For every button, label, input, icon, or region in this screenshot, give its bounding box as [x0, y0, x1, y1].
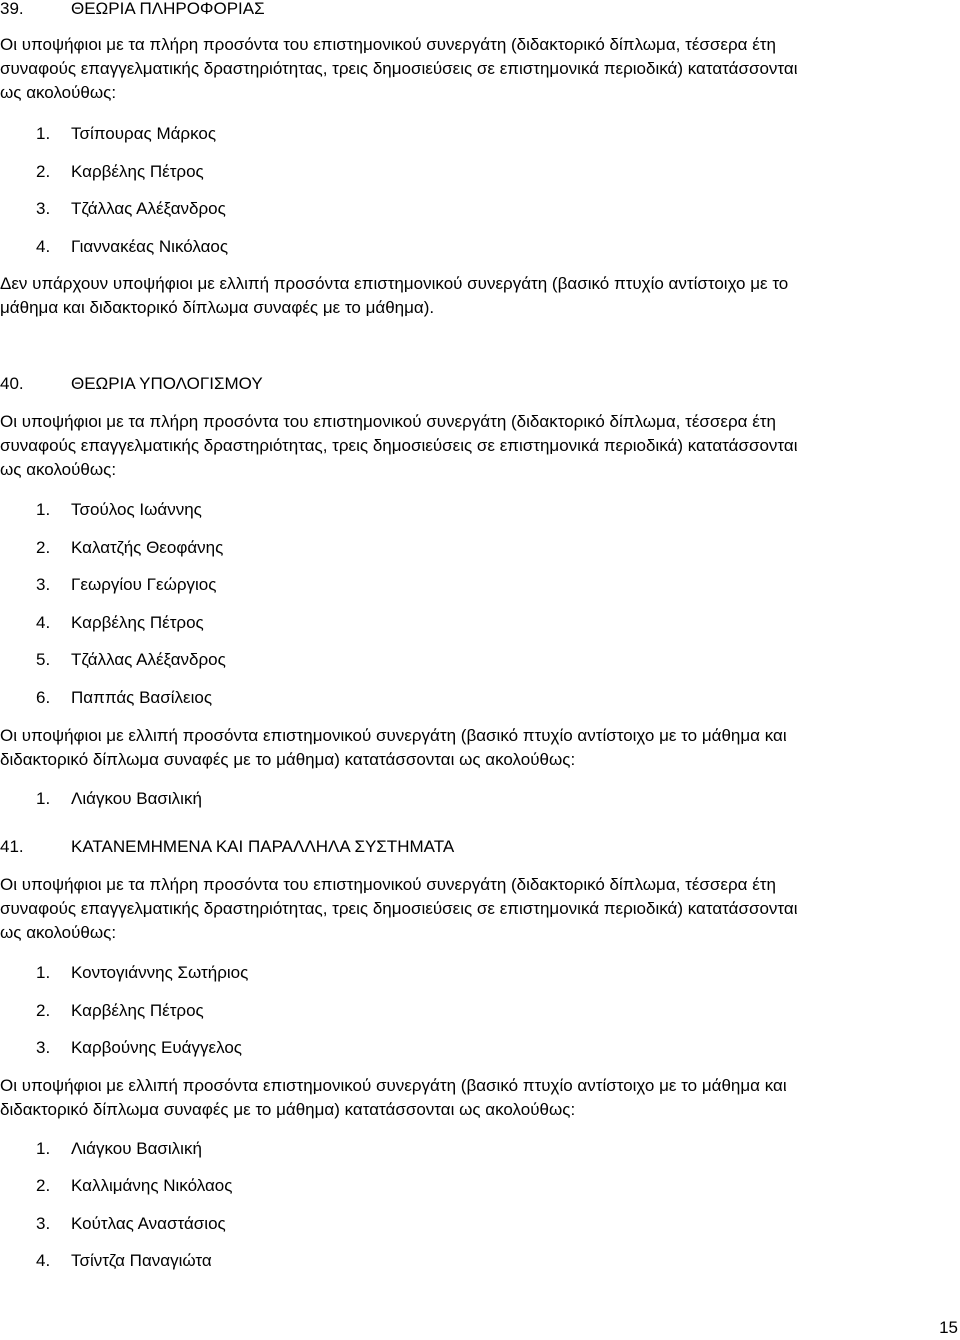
list-item: 1. Τσούλος Ιωάννης — [36, 500, 202, 519]
candidate-name: Τσίντζα Παναγιώτα — [71, 1251, 212, 1271]
section-heading — [0, 0, 265, 21]
intro-line: Οι υποψήφιοι με τα πλήρη προσόντα του επιστημονικού συνεργάτη (διδακτορικό δίπλωμα, τέσσερα έτη — [0, 875, 776, 894]
section-title: ΘΕΩΡΙΑ ΥΠΟΛΟΓΙΣΜΟΥ — [71, 374, 263, 393]
candidate-name: Καλλιμάνης Νικόλαος — [71, 1176, 233, 1196]
intro-line: ως ακολούθως: — [0, 83, 117, 102]
full-qualifications-intro — [0, 33, 958, 105]
full-qualifications-intro — [0, 410, 958, 482]
full-candidate-list — [36, 961, 248, 1074]
list-item: 3. Κούτλας Αναστάσιος — [36, 1213, 226, 1233]
candidate-name: Τσίπουρας Μάρκος — [71, 124, 217, 143]
intro-line: ως ακολούθως: — [0, 460, 117, 479]
page-number: 15 — [939, 1318, 958, 1337]
intro-line: συναφούς επαγγελματικής δραστηριότητας, τρεις δημοσιεύσεις σε επιστημονικά περιοδικά) κατατάσσονται — [0, 59, 798, 78]
list-item: 3. Γεωργίου Γεώργιος — [36, 575, 217, 594]
list-item: 4. Γιαννακέας Νικόλαος — [36, 236, 229, 256]
list-item: 1. Λιάγκου Βασιλική — [36, 1139, 202, 1158]
list-item: 4. Καρβέλης Πέτρος — [36, 612, 204, 632]
list-item: 1. Κοντογιάννης Σωτήριος — [36, 963, 249, 982]
intro-line: Οι υποψήφιοι με ελλιπή προσόντα επιστημονικού συνεργάτη (βασικό πτυχίο αντίστοιχο με το μάθημα και — [0, 1076, 787, 1095]
candidate-name: Καλατζής Θεοφάνης — [71, 537, 224, 557]
intro-line: Οι υποψήφιοι με ελλιπή προσόντα επιστημονικού συνεργάτη (βασικό πτυχίο αντίστοιχο με το μάθημα και — [0, 726, 787, 745]
section-number: 41. — [0, 837, 24, 856]
candidate-name: Λιάγκου Βασιλική — [71, 1139, 202, 1158]
list-item: 4. Τσίντζα Παναγιώτα — [36, 1251, 212, 1271]
candidate-name: Καρβέλης Πέτρος — [71, 1000, 204, 1020]
list-item: 1. Τσίπουρας Μάρκος — [36, 124, 217, 143]
intro-line: Οι υποψήφιοι με τα πλήρη προσόντα του επιστημονικού συνεργάτη (διδακτορικό δίπλωμα, τέσσερα έτη — [0, 412, 776, 431]
candidate-name: Γεωργίου Γεώργιος — [71, 575, 217, 594]
partial-qualifications-intro — [0, 272, 958, 320]
candidate-name: Καρβέλης Πέτρος — [71, 161, 204, 181]
list-item: 5. Τζάλλας Αλέξανδρος — [36, 650, 226, 669]
full-qualifications-intro — [0, 873, 958, 945]
section-title: ΘΕΩΡΙΑ ΠΛΗΡΟΦΟΡΙΑΣ — [71, 0, 265, 18]
intro-line: μάθημα και διδακτορικό δίπλωμα συναφές με το μάθημα). — [0, 298, 435, 317]
list-item: 3. Τζάλλας Αλέξανδρος — [36, 199, 226, 218]
list-item: 2. Καλατζής Θεοφάνης — [36, 537, 224, 557]
candidate-name: Γιαννακέας Νικόλαος — [71, 236, 229, 256]
candidate-name: Παππάς Βασίλειος — [71, 687, 213, 707]
section-title: ΚΑΤΑΝΕΜΗΜΕΝΑ ΚΑΙ ΠΑΡΑΛΛΗΛΑ ΣΥΣΤΗΜΑΤΑ — [71, 837, 455, 856]
intro-line: Δεν υπάρχουν υποψήφιοι με ελλιπή προσόντα επιστημονικού συνεργάτη (βασικό πτυχίο αντίστοιχο με το — [0, 274, 789, 293]
full-candidate-list — [36, 498, 226, 723]
list-item: 6. Παππάς Βασίλειος — [36, 687, 213, 707]
section-heading — [0, 372, 263, 396]
full-candidate-list — [36, 122, 228, 272]
candidate-name: Τζάλλας Αλέξανδρος — [71, 650, 226, 669]
partial-qualifications-intro — [0, 1074, 958, 1122]
list-item: 3. Καρβούνης Ευάγγελος — [36, 1038, 242, 1057]
intro-line: συναφούς επαγγελματικής δραστηριότητας, τρεις δημοσιεύσεις σε επιστημονικά περιοδικά) κατατάσσονται — [0, 436, 798, 455]
candidate-name: Κοντογιάννης Σωτήριος — [71, 963, 249, 982]
intro-line: Οι υποψήφιοι με τα πλήρη προσόντα του επιστημονικού συνεργάτη (διδακτορικό δίπλωμα, τέσσερα έτη — [0, 35, 776, 54]
list-item: 2. Καρβέλης Πέτρος — [36, 1000, 204, 1020]
intro-line: διδακτορικό δίπλωμα συναφές με το μάθημα) κατατάσσονται ως ακολούθως: — [0, 750, 576, 769]
intro-line: ως ακολούθως: — [0, 923, 117, 942]
candidate-name: Λιάγκου Βασιλική — [71, 789, 202, 808]
candidate-name: Καρβούνης Ευάγγελος — [71, 1038, 242, 1057]
partial-candidate-list — [36, 1137, 232, 1287]
candidate-name: Τσούλος Ιωάννης — [71, 500, 202, 519]
list-item: 1. Λιάγκου Βασιλική — [36, 789, 202, 808]
intro-line: διδακτορικό δίπλωμα συναφές με το μάθημα) κατατάσσονται ως ακολούθως: — [0, 1100, 576, 1119]
section-number: 39. — [0, 0, 24, 18]
section-number: 40. — [0, 374, 24, 393]
candidate-name: Τζάλλας Αλέξανδρος — [71, 199, 226, 218]
section-heading — [0, 835, 454, 859]
intro-line: συναφούς επαγγελματικής δραστηριότητας, τρεις δημοσιεύσεις σε επιστημονικά περιοδικά) κατατάσσονται — [0, 899, 798, 918]
list-item: 2. Καρβέλης Πέτρος — [36, 161, 204, 181]
list-item: 2. Καλλιμάνης Νικόλαος — [36, 1176, 233, 1196]
partial-qualifications-intro — [0, 724, 958, 772]
candidate-name: Κούτλας Αναστάσιος — [71, 1213, 226, 1233]
partial-candidate-list — [36, 787, 202, 825]
candidate-name: Καρβέλης Πέτρος — [71, 612, 204, 632]
